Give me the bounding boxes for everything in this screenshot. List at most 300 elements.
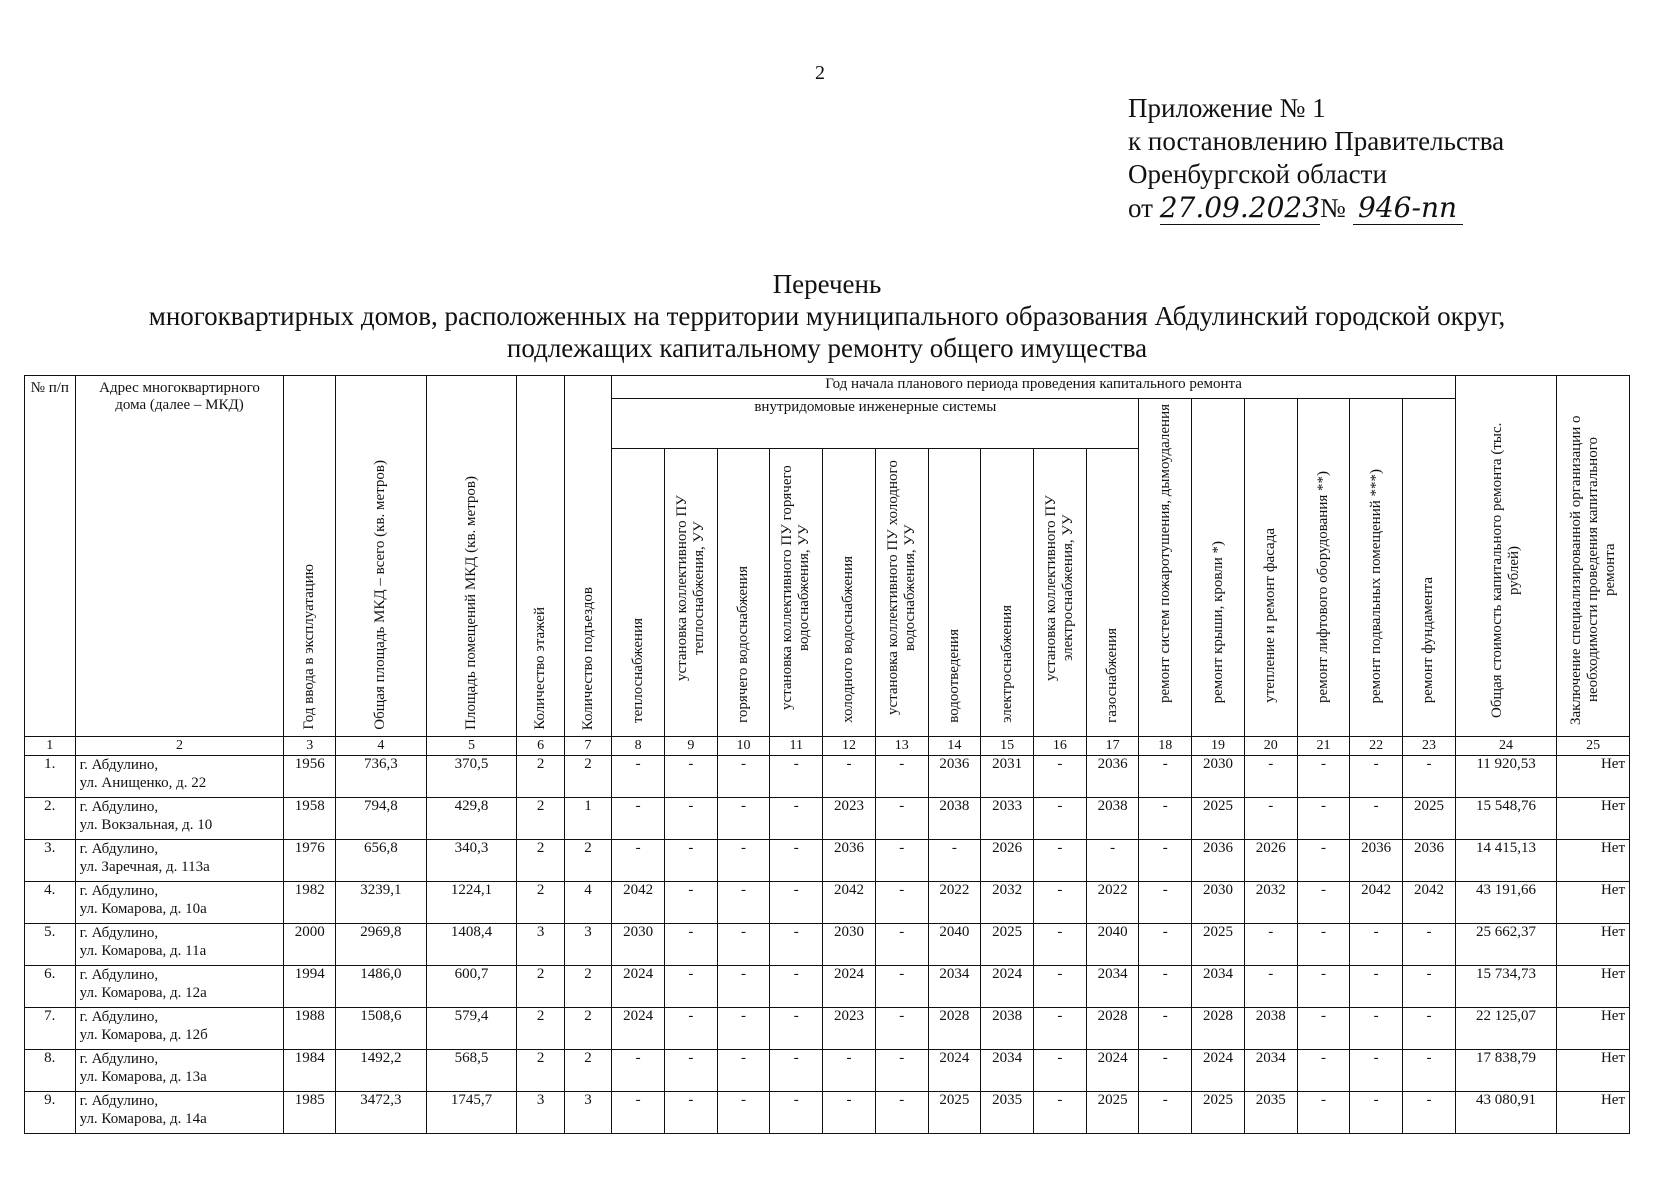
column-number: 9 <box>664 737 717 756</box>
repair-year-cell: - <box>1034 1092 1087 1134</box>
cost-cell: 15 734,73 <box>1455 966 1556 1008</box>
page-number: 2 <box>815 62 825 84</box>
repair-year-cell: - <box>717 966 770 1008</box>
header-premises-area: Площадь помещений МКД (кв. метров) <box>426 376 517 737</box>
repair-year-cell: 2040 <box>928 924 981 966</box>
year-cell: 1958 <box>284 798 336 840</box>
row-number-cell: 3. <box>25 840 76 882</box>
repair-year-cell: - <box>1403 1050 1456 1092</box>
entrances-cell: 3 <box>564 1092 611 1134</box>
repair-year-cell: - <box>823 1092 876 1134</box>
header-floors: Количество этажей <box>517 376 564 737</box>
repair-year-cell: - <box>770 966 823 1008</box>
header-electricity: электроснабжения <box>981 449 1034 737</box>
repair-year-cell: - <box>1350 1092 1403 1134</box>
floors-cell: 2 <box>517 1008 564 1050</box>
address-city: г. Абдулино, <box>79 1093 159 1109</box>
repair-year-cell: - <box>1297 1008 1350 1050</box>
repair-year-cell: 2036 <box>1350 840 1403 882</box>
repair-year-cell: - <box>875 1050 928 1092</box>
repair-year-cell: 2035 <box>1244 1092 1297 1134</box>
table-row <box>25 966 1630 1008</box>
entrances-cell: 4 <box>564 882 611 924</box>
column-number: 4 <box>336 737 427 756</box>
column-number: 17 <box>1086 737 1139 756</box>
repair-year-cell: - <box>1034 882 1087 924</box>
repair-year-cell: 2024 <box>612 966 665 1008</box>
repair-year-cell: - <box>664 966 717 1008</box>
repair-year-cell: - <box>664 756 717 798</box>
header-gas: газоснабжения <box>1086 449 1139 737</box>
repair-year-cell: - <box>1350 1008 1403 1050</box>
repair-year-cell: 2042 <box>612 882 665 924</box>
table-row <box>25 1092 1630 1134</box>
header-roof: ремонт крыши, кровли *) <box>1192 399 1245 737</box>
repair-year-cell: - <box>928 840 981 882</box>
appendix-line-3: Оренбургской области <box>1128 159 1387 189</box>
header-heat-meter: установка коллективного ПУ теплоснабжения, УУ <box>664 449 717 737</box>
repair-year-cell: - <box>875 1092 928 1134</box>
repair-year-cell: - <box>717 924 770 966</box>
address-city: г. Абдулино, <box>79 925 159 941</box>
repair-year-cell: - <box>1139 1092 1192 1134</box>
address-cell <box>75 966 284 1008</box>
repair-year-cell: - <box>770 798 823 840</box>
column-number: 24 <box>1455 737 1556 756</box>
repair-year-cell: - <box>717 1008 770 1050</box>
header-fire: ремонт систем пожаротушения, дымоудаления <box>1139 399 1192 737</box>
floors-cell: 3 <box>517 1092 564 1134</box>
repair-year-cell: - <box>770 1050 823 1092</box>
repair-year-cell: - <box>1139 840 1192 882</box>
repair-year-cell: - <box>1034 1050 1087 1092</box>
floors-cell: 3 <box>517 924 564 966</box>
premises-area-cell: 600,7 <box>426 966 517 1008</box>
appendix-block <box>1128 92 1504 225</box>
table-row <box>25 798 1630 840</box>
row-number-cell: 9. <box>25 1092 76 1134</box>
column-number: 22 <box>1350 737 1403 756</box>
repair-year-cell: - <box>1403 1008 1456 1050</box>
header-cold-water-meter: установка коллективного ПУ холодного водоснабжения, УУ <box>875 449 928 737</box>
repair-year-cell: 2024 <box>928 1050 981 1092</box>
repair-year-cell: - <box>612 1092 665 1134</box>
repair-year-cell: 2025 <box>1086 1092 1139 1134</box>
repair-year-cell: 2038 <box>981 1008 1034 1050</box>
repair-year-cell: 2023 <box>823 1008 876 1050</box>
cost-cell: 25 662,37 <box>1455 924 1556 966</box>
repair-year-cell: 2040 <box>1086 924 1139 966</box>
header-year: Год ввода в эксплуатацию <box>284 376 336 737</box>
total-area-cell: 794,8 <box>336 798 427 840</box>
year-cell: 1982 <box>284 882 336 924</box>
premises-area-cell: 568,5 <box>426 1050 517 1092</box>
appendix-line-1: Приложение № 1 <box>1128 93 1326 123</box>
address-cell <box>75 1008 284 1050</box>
header-hot-water-meter: установка коллективного ПУ горячего водоснабжения, УУ <box>770 449 823 737</box>
header-basement: ремонт подвальных помещений ***) <box>1350 399 1403 737</box>
repair-year-cell: - <box>717 1092 770 1134</box>
buildings-table <box>24 375 1630 1134</box>
repair-year-cell: - <box>664 798 717 840</box>
repair-year-cell: - <box>664 882 717 924</box>
repair-year-cell: 2030 <box>823 924 876 966</box>
table-row <box>25 882 1630 924</box>
repair-year-cell: - <box>1297 840 1350 882</box>
header-conclusion: Заключение специализированной организации о необходимости проведения капитального ремонта <box>1557 376 1630 737</box>
repair-year-cell: - <box>1139 966 1192 1008</box>
address-city: г. Абдулино, <box>79 883 159 899</box>
total-area-cell: 736,3 <box>336 756 427 798</box>
repair-year-cell: - <box>664 1008 717 1050</box>
header-total-area: Общая площадь МКД – всего (кв. метров) <box>336 376 427 737</box>
repair-year-cell: 2030 <box>612 924 665 966</box>
column-number: 16 <box>1034 737 1087 756</box>
repair-year-cell: - <box>1403 966 1456 1008</box>
header-facade: утепление и ремонт фасада <box>1244 399 1297 737</box>
repair-year-cell: - <box>664 1050 717 1092</box>
floors-cell: 2 <box>517 840 564 882</box>
repair-year-cell: - <box>1139 1008 1192 1050</box>
repair-year-cell: 2032 <box>1244 882 1297 924</box>
address-city: г. Абдулино, <box>79 799 159 815</box>
repair-year-cell: 2042 <box>823 882 876 924</box>
repair-year-cell: - <box>875 1008 928 1050</box>
column-number: 7 <box>564 737 611 756</box>
table-row <box>25 924 1630 966</box>
repair-year-cell: - <box>1139 924 1192 966</box>
year-cell: 1984 <box>284 1050 336 1092</box>
repair-year-cell: - <box>664 840 717 882</box>
total-area-cell: 3239,1 <box>336 882 427 924</box>
table-row <box>25 756 1630 798</box>
address-cell <box>75 924 284 966</box>
column-number: 21 <box>1297 737 1350 756</box>
address-city: г. Абдулино, <box>79 1051 159 1067</box>
header-hot-water: горячего водоснабжения <box>717 449 770 737</box>
entrances-cell: 2 <box>564 756 611 798</box>
repair-year-cell: - <box>717 756 770 798</box>
appendix-date: 27.09.2023 <box>1159 191 1321 224</box>
repair-year-cell: 2023 <box>823 798 876 840</box>
repair-year-cell: 2026 <box>1244 840 1297 882</box>
title-line-1: Перечень <box>772 269 882 299</box>
column-number: 3 <box>284 737 336 756</box>
floors-cell: 2 <box>517 756 564 798</box>
repair-year-cell: 2024 <box>981 966 1034 1008</box>
repair-year-cell: - <box>1350 1050 1403 1092</box>
column-number: 2 <box>75 737 284 756</box>
year-cell: 1985 <box>284 1092 336 1134</box>
repair-year-cell: - <box>875 756 928 798</box>
repair-year-cell: - <box>770 1092 823 1134</box>
entrances-cell: 2 <box>564 966 611 1008</box>
entrances-cell: 3 <box>564 924 611 966</box>
repair-year-cell: - <box>770 756 823 798</box>
repair-year-cell: 2025 <box>981 924 1034 966</box>
header-entrances: Количество подъездов <box>564 376 611 737</box>
premises-area-cell: 340,3 <box>426 840 517 882</box>
repair-year-cell: 2024 <box>823 966 876 1008</box>
address-cell <box>75 798 284 840</box>
repair-year-cell: - <box>1297 1092 1350 1134</box>
total-area-cell: 1492,2 <box>336 1050 427 1092</box>
table-body <box>25 737 1630 1134</box>
repair-year-cell: - <box>1086 840 1139 882</box>
repair-year-cell: - <box>664 924 717 966</box>
column-number: 20 <box>1244 737 1297 756</box>
header-foundation: ремонт фундамента <box>1403 399 1456 737</box>
appendix-number-prefix: № <box>1320 193 1346 223</box>
header-heat: теплоснабжения <box>612 449 665 737</box>
repair-year-cell: - <box>875 882 928 924</box>
header-sewerage: водоотведения <box>928 449 981 737</box>
appendix-line-2: к постановлению Правительства <box>1128 126 1505 156</box>
entrances-cell: 2 <box>564 1050 611 1092</box>
row-number-cell: 2. <box>25 798 76 840</box>
address-street: ул. Комарова, д. 12а <box>79 985 207 1001</box>
row-number-cell: 6. <box>25 966 76 1008</box>
address-city: г. Абдулино, <box>79 967 159 983</box>
repair-year-cell: - <box>612 756 665 798</box>
appendix-number: 946-пп <box>1353 191 1463 225</box>
repair-year-cell: 2034 <box>1086 966 1139 1008</box>
repair-year-cell: - <box>1350 798 1403 840</box>
repair-year-cell: 2034 <box>928 966 981 1008</box>
repair-year-cell: - <box>1034 798 1087 840</box>
address-cell <box>75 1050 284 1092</box>
title-line-2: многоквартирных домов, расположенных на территории муниципального образования Абдулинский городской округ, <box>148 301 1506 331</box>
column-number: 14 <box>928 737 981 756</box>
repair-year-cell: - <box>1034 924 1087 966</box>
address-street: ул. Комарова, д. 13а <box>79 1069 207 1085</box>
repair-year-cell: - <box>823 1050 876 1092</box>
repair-year-cell: 2033 <box>981 798 1034 840</box>
cost-cell: 15 548,76 <box>1455 798 1556 840</box>
repair-year-cell: - <box>1244 966 1297 1008</box>
repair-year-cell: 2024 <box>612 1008 665 1050</box>
cost-cell: 43 191,66 <box>1455 882 1556 924</box>
premises-area-cell: 1745,7 <box>426 1092 517 1134</box>
repair-year-cell: 2034 <box>1192 966 1245 1008</box>
repair-year-cell: 2036 <box>928 756 981 798</box>
document-title <box>0 268 1654 364</box>
repair-year-cell: - <box>1034 1008 1087 1050</box>
column-number: 1 <box>25 737 76 756</box>
repair-year-cell: 2036 <box>1086 756 1139 798</box>
entrances-cell: 2 <box>564 1008 611 1050</box>
entrances-cell: 2 <box>564 840 611 882</box>
year-cell: 1956 <box>284 756 336 798</box>
year-cell: 2000 <box>284 924 336 966</box>
conclusion-cell: Нет <box>1557 1050 1630 1092</box>
column-number: 15 <box>981 737 1034 756</box>
entrances-cell: 1 <box>564 798 611 840</box>
conclusion-cell: Нет <box>1557 756 1630 798</box>
repair-year-cell: - <box>1139 756 1192 798</box>
premises-area-cell: 370,5 <box>426 756 517 798</box>
repair-year-cell: 2025 <box>1192 924 1245 966</box>
header-elevator: ремонт лифтового оборудования **) <box>1297 399 1350 737</box>
floors-cell: 2 <box>517 882 564 924</box>
conclusion-cell: Нет <box>1557 924 1630 966</box>
repair-year-cell: - <box>770 1008 823 1050</box>
premises-area-cell: 579,4 <box>426 1008 517 1050</box>
repair-year-cell: - <box>1297 882 1350 924</box>
column-number-row <box>25 737 1630 756</box>
column-number: 25 <box>1557 737 1630 756</box>
column-number: 6 <box>517 737 564 756</box>
conclusion-cell: Нет <box>1557 798 1630 840</box>
column-number: 5 <box>426 737 517 756</box>
repair-year-cell: 2026 <box>981 840 1034 882</box>
repair-year-cell: - <box>1244 924 1297 966</box>
address-street: ул. Анищенко, д. 22 <box>79 775 207 791</box>
repair-year-cell: - <box>1034 966 1087 1008</box>
repair-year-cell: - <box>770 924 823 966</box>
repair-year-cell: - <box>875 966 928 1008</box>
address-street: ул. Комарова, д. 14а <box>79 1111 207 1127</box>
conclusion-cell: Нет <box>1557 966 1630 1008</box>
address-street: ул. Комарова, д. 11а <box>79 943 207 959</box>
repair-year-cell: 2025 <box>1192 1092 1245 1134</box>
header-group-main: Год начала планового периода проведения капитального ремонта <box>612 376 1456 399</box>
appendix-date-prefix: от <box>1128 193 1153 223</box>
repair-year-cell: 2035 <box>981 1092 1034 1134</box>
repair-year-cell: - <box>664 1092 717 1134</box>
header-address: Адрес многоквартирного дома (далее – МКД) <box>75 376 284 737</box>
row-number-cell: 7. <box>25 1008 76 1050</box>
repair-year-cell: - <box>875 840 928 882</box>
repair-year-cell: 2025 <box>928 1092 981 1134</box>
address-cell <box>75 882 284 924</box>
address-street: ул. Заречная, д. 113а <box>79 859 210 875</box>
repair-year-cell: 2034 <box>981 1050 1034 1092</box>
repair-year-cell: - <box>1350 756 1403 798</box>
repair-year-cell: - <box>612 840 665 882</box>
repair-year-cell: - <box>823 756 876 798</box>
row-number-cell: 1. <box>25 756 76 798</box>
repair-year-cell: - <box>717 882 770 924</box>
repair-year-cell: - <box>612 1050 665 1092</box>
row-number-cell: 8. <box>25 1050 76 1092</box>
repair-year-cell: - <box>1297 756 1350 798</box>
conclusion-cell: Нет <box>1557 840 1630 882</box>
conclusion-cell: Нет <box>1557 882 1630 924</box>
repair-year-cell: - <box>1297 924 1350 966</box>
column-number: 11 <box>770 737 823 756</box>
repair-year-cell: 2036 <box>823 840 876 882</box>
repair-year-cell: 2024 <box>1086 1050 1139 1092</box>
title-line-3: подлежащих капитальному ремонту общего имущества <box>506 333 1148 363</box>
repair-year-cell: - <box>1244 798 1297 840</box>
repair-year-cell: - <box>1034 756 1087 798</box>
repair-year-cell: 2028 <box>1192 1008 1245 1050</box>
premises-area-cell: 429,8 <box>426 798 517 840</box>
address-street: ул. Комарова, д. 10а <box>79 901 207 917</box>
repair-year-cell: 2030 <box>1192 756 1245 798</box>
repair-year-cell: 2025 <box>1192 798 1245 840</box>
repair-year-cell: - <box>1403 756 1456 798</box>
year-cell: 1994 <box>284 966 336 1008</box>
table-row <box>25 1050 1630 1092</box>
address-cell <box>75 1092 284 1134</box>
repair-year-cell: 2028 <box>1086 1008 1139 1050</box>
repair-year-cell: - <box>1403 1092 1456 1134</box>
row-number-cell: 4. <box>25 882 76 924</box>
floors-cell: 2 <box>517 966 564 1008</box>
repair-year-cell: 2024 <box>1192 1050 1245 1092</box>
cost-cell: 22 125,07 <box>1455 1008 1556 1050</box>
premises-area-cell: 1224,1 <box>426 882 517 924</box>
repair-year-cell: 2031 <box>981 756 1034 798</box>
address-city: г. Абдулино, <box>79 1009 159 1025</box>
repair-year-cell: - <box>1297 1050 1350 1092</box>
repair-year-cell: - <box>1350 924 1403 966</box>
address-cell <box>75 756 284 798</box>
repair-year-cell: - <box>875 798 928 840</box>
conclusion-cell: Нет <box>1557 1092 1630 1134</box>
repair-year-cell: 2030 <box>1192 882 1245 924</box>
appendix-line-4 <box>1128 191 1504 225</box>
repair-year-cell: - <box>1350 966 1403 1008</box>
repair-year-cell: - <box>1139 882 1192 924</box>
repair-year-cell: 2028 <box>928 1008 981 1050</box>
address-city: г. Абдулино, <box>79 841 159 857</box>
repair-year-cell: - <box>770 840 823 882</box>
repair-year-cell: - <box>875 924 928 966</box>
repair-year-cell: 2042 <box>1403 882 1456 924</box>
repair-year-cell: 2038 <box>1244 1008 1297 1050</box>
column-number: 23 <box>1403 737 1456 756</box>
repair-year-cell: 2034 <box>1244 1050 1297 1092</box>
repair-year-cell: - <box>1297 966 1350 1008</box>
repair-year-cell: - <box>1297 798 1350 840</box>
row-number-cell: 5. <box>25 924 76 966</box>
header-group-systems: внутридомовые инженерные системы <box>612 399 1139 449</box>
table-row <box>25 1008 1630 1050</box>
address-cell <box>75 840 284 882</box>
cost-cell: 17 838,79 <box>1455 1050 1556 1092</box>
floors-cell: 2 <box>517 798 564 840</box>
column-number: 13 <box>875 737 928 756</box>
total-area-cell: 3472,3 <box>336 1092 427 1134</box>
year-cell: 1976 <box>284 840 336 882</box>
repair-year-cell: 2022 <box>928 882 981 924</box>
year-cell: 1988 <box>284 1008 336 1050</box>
premises-area-cell: 1408,4 <box>426 924 517 966</box>
repair-year-cell: - <box>1403 924 1456 966</box>
column-number: 8 <box>612 737 665 756</box>
repair-year-cell: - <box>1139 1050 1192 1092</box>
total-area-cell: 1486,0 <box>336 966 427 1008</box>
repair-year-cell: - <box>770 882 823 924</box>
repair-year-cell: - <box>717 798 770 840</box>
repair-year-cell: 2036 <box>1403 840 1456 882</box>
repair-year-cell: - <box>612 798 665 840</box>
repair-year-cell: 2036 <box>1192 840 1245 882</box>
header-cold-water: холодного водоснабжения <box>823 449 876 737</box>
column-number: 10 <box>717 737 770 756</box>
cost-cell: 14 415,13 <box>1455 840 1556 882</box>
repair-year-cell: - <box>1244 756 1297 798</box>
cost-cell: 43 080,91 <box>1455 1092 1556 1134</box>
repair-year-cell: - <box>717 1050 770 1092</box>
header-no: № п/п <box>25 376 76 737</box>
total-area-cell: 656,8 <box>336 840 427 882</box>
repair-year-cell: - <box>1034 840 1087 882</box>
repair-year-cell: - <box>717 840 770 882</box>
